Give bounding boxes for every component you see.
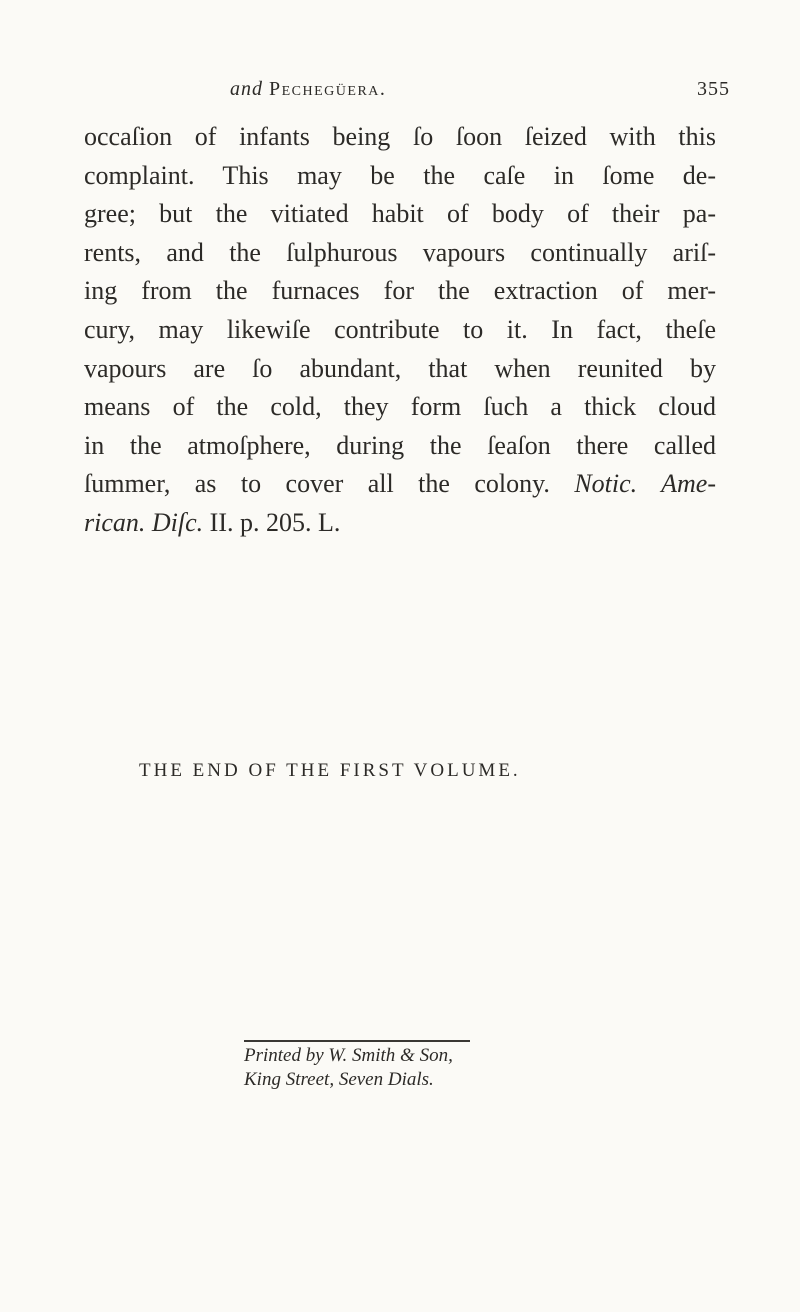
citation-line <box>84 504 716 543</box>
imprint-line: Printed by W. Smith & Son, <box>244 1045 453 1066</box>
text-line: occaſion of infants being ſo ſoon ſeized with this <box>84 122 716 151</box>
running-head <box>230 78 730 108</box>
citation-source-cont: rican. Diſc. <box>84 507 204 537</box>
text-fragment: ſummer, as to cover all the colony. <box>84 469 550 499</box>
imprint-line: King Street, Seven Dials. <box>244 1069 434 1090</box>
citation-source: Notic. Ame- <box>574 469 716 499</box>
text-line: means of the cold, they form ſuch a thick cloud <box>84 392 716 422</box>
text-line: ing from the furnaces for the extraction of mer- <box>84 276 716 306</box>
page-number: 355 <box>697 78 730 100</box>
running-head-prefix: and <box>230 78 263 100</box>
text-line: gree; but the vitiated habit of body of their pa- <box>84 199 716 229</box>
end-of-volume-note: THE END OF THE FIRST VOLUME. <box>139 760 521 781</box>
text-line: complaint. This may be the caſe in ſome de- <box>84 160 716 190</box>
running-head-text: Pechegüera. <box>269 78 387 100</box>
text-line: in the atmoſphere, during the ſeaſon there called <box>84 430 716 460</box>
text-line: vapours are ſo abundant, that when reunited by <box>84 353 716 383</box>
imprint-rule <box>244 1040 470 1042</box>
text-line: cury, may likewiſe contribute to it. In fact, theſe <box>84 314 716 344</box>
text-line-with-citation <box>84 465 716 504</box>
running-head-title <box>230 78 386 101</box>
printer-imprint <box>244 1044 504 1092</box>
body-paragraph <box>84 118 716 543</box>
text-line: rents, and the ſulphurous vapours continually ariſ- <box>84 237 716 267</box>
citation-reference: II. p. 205. L. <box>209 507 341 537</box>
